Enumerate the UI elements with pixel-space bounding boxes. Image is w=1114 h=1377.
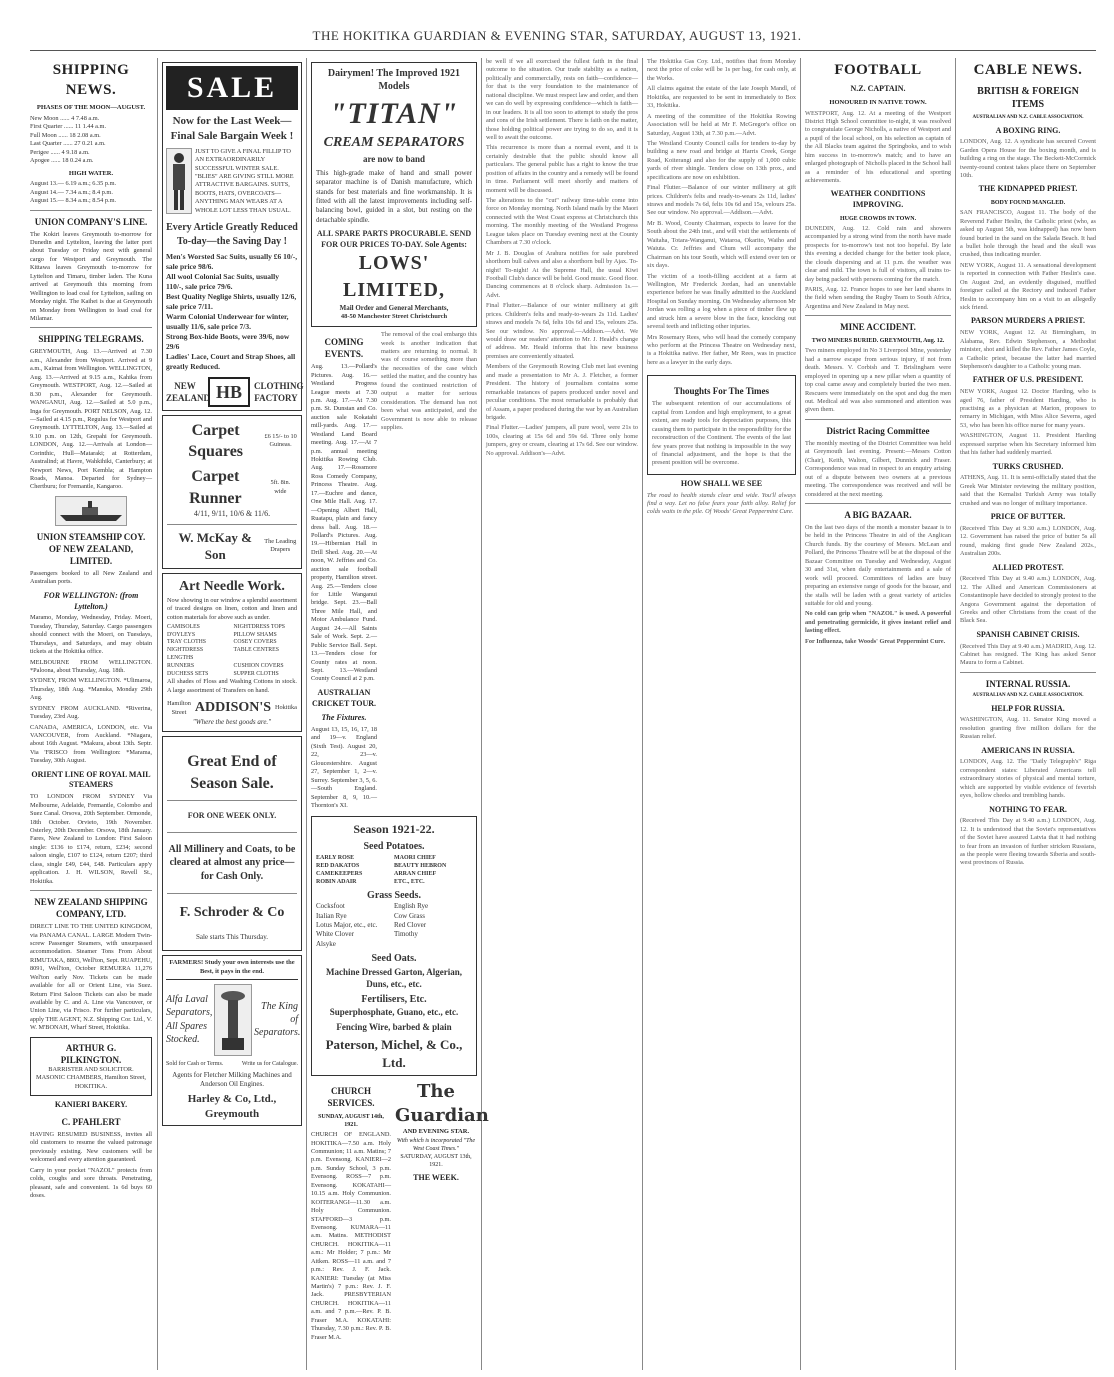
- weather-sub: HUGE CROWDS IN TOWN.: [839, 215, 917, 222]
- news-text-d: Mr J. B. Douglas of Arahura notifies for sale purebred shorthorn bull calves and also a shorthorn bull by Ajax. To-night! To-night! At the Supreme Hall, the usual Kiwi Football Club's dance will be held. Good music. Good floor. Dancing commences at 8 o'clock sharp. Admission 1s.—Advt.: [486, 249, 638, 299]
- pfahlert-text: HAVING RESUMED BUSINESS, invites all old customers to resume the valued patronage previously existing. New customers will be welcomed and every attention guaranteed.: [30, 1130, 152, 1164]
- cricket-title: AUSTRALIAN CRICKET TOUR.: [311, 687, 377, 708]
- carpet-runner: Carpet Runner: [189, 468, 242, 507]
- potato-item: ROBIN ADAIR: [316, 878, 357, 885]
- needlework-footer: All shades of Floss and Washing Cottons in stock. A large assortment of Transfers on hand.: [167, 678, 297, 694]
- nothing-title: NOTHING TO FEAR.: [989, 804, 1067, 814]
- addison-left: Hamilton Street: [167, 700, 191, 716]
- lows-name: LOWS' LIMITED,: [343, 252, 445, 302]
- orient-title: ORIENT LINE OF ROYAL MAIL STEAMERS: [31, 769, 151, 790]
- divider: [30, 210, 152, 211]
- potato-item: BEAUTY HEBRON: [394, 862, 447, 869]
- boxing-title: A BOXING RING.: [995, 125, 1061, 135]
- cable-sub: BRITISH & FOREIGN ITEMS: [977, 86, 1079, 111]
- weather-text: DUNEDIN, Aug. 12. Cold rain and showers accompanied by a strong wind from the north have made prospects for to-morrow's test not too hopeful. By late this evening a decided change for the better took place, the clouds dispersing and at 11 p.m. the weather was clear and mild. The town is full of visitors, all trains to-day being packed with persons coming for the match.: [805, 224, 951, 283]
- carpet-squares-price: £6 15/- to 10 Guineas.: [264, 432, 297, 449]
- super-text: Superphosphate, Guano, etc., etc.: [329, 1007, 459, 1018]
- thoughts-box: [647, 375, 796, 475]
- moon-phase-item: Full Moon ...... 18 2.08 a.m.: [30, 131, 101, 139]
- fencing-text: Fencing Wire, barbed & plain: [336, 1022, 452, 1033]
- cricket-sub: The Fixtures.: [321, 713, 367, 723]
- needlework-item: DUCHESS SETS: [167, 670, 209, 677]
- masthead-rule: [30, 50, 1096, 51]
- grass-item: White Clover: [316, 930, 354, 939]
- gas-notice: The Hokitika Gas Coy. Ltd., notifies that from Monday next the price of coke will be 1s per bag, for cash only, at the Works.: [647, 58, 796, 82]
- addison-name: ADDISON'S: [194, 700, 272, 716]
- high-water-list: [30, 180, 152, 205]
- fertilisers: Fertilisers, Etc.: [361, 993, 427, 1005]
- pilkington-text: BARRISTER AND SOLICITOR. MASONIC CHAMBERS, Hamilton Street, HOKITIKA.: [35, 1065, 147, 1090]
- church-title: CHURCH SERVICES.: [327, 1086, 375, 1109]
- gentleman-icon: [167, 151, 191, 211]
- moon-phase-item: Last Quarter ...... 27 0.21 a.m.: [30, 140, 106, 148]
- guardian-date: SATURDAY, AUGUST 13th, 1921.: [400, 1154, 472, 1169]
- mckay-name: W. McKay & Son: [178, 530, 252, 563]
- divider: [805, 315, 951, 316]
- telegrams-title: SHIPPING TELEGRAMS.: [38, 334, 144, 345]
- column-rule: [800, 58, 801, 1370]
- harrison-text: The road to health stands clear and wide. You'll always find a way. Let no false fears your faith alloy. Relief for colds waits in the pile. Of Woods' Great Peppermint Cure.: [647, 491, 796, 516]
- grass-item: Cocksfoot: [316, 902, 345, 911]
- nzs-text: DIRECT LINE TO THE UNITED KINGDOM, via PANAMA CANAL. LARGE Modern Twin-screw Passenger Steamers, with unsurpassed accommodation. Steamer Tons From About RIMUTAKA, 8803, Well'ton, Sept. RUAPEHU, 8091, Well'ton, October REMUERA 11,276 Wel'ton early Nov. Tickets can be made available for all or Orient Line, via Suez. Return First Saloon Tickets can also be made available by C. and A. Line via Vancouver, or Union Line, via Frisco. For further particulars, apply THE AGENT, N.Z. Shipping Cor. Ltd., V. W. M'BONAH, Wharf Street, Hokitika.: [30, 923, 152, 1032]
- priest-text: SAN FRANCISCO, August 11. The body of the Reverend Father Heslin, the Catholic priest (who, as asked up August 5th, was kidnapped) has now been found buried in the sand on the Salada Beach. It had a bullet hole through the head and the skull was crushed, thus indicating murder.: [960, 209, 1096, 259]
- column-shipping: [30, 58, 152, 1370]
- potato-list: [316, 854, 472, 886]
- father-title: FATHER OF U.S. PRESIDENT.: [972, 375, 1084, 385]
- pilkington-title: ARTHUR G. PILKINGTON.: [60, 1042, 122, 1065]
- grass-list: [316, 902, 472, 949]
- priest-sub: BODY FOUND MANGLED.: [990, 200, 1066, 207]
- accident-notice: The victim of a tooth-filling accident at a farm at Wellington, Mr Frederick Jordan, had an unenviable experience before he was finally admitted to the Auckland Hospital on Sunday morning. On Wednesday afternoon Mr Jordan was rolling a log when a piece of timber flew up and struck him a severe blow in the face, knocking out several teeth and inflicting other injuries.: [647, 272, 796, 331]
- allied-title: ALLIED PROTEST.: [992, 562, 1064, 572]
- needlework-items: [167, 624, 297, 678]
- king-text: The King of Separators.: [254, 1000, 301, 1039]
- titan-band: are now to band: [362, 153, 426, 164]
- church-text: CHURCH OF ENGLAND. HOKITIKA—7.50 a.m. Holy Communion; 11 a.m. Matins; 7 p.m. Evensong. KANIERI—2 p.m. Sunday School, 3 p.m. Evensong. ROSS—7 p.m. Evensong. KOKATAHI—10.15 a.m. Holy Communion. KOITERANGI—11.30 a.m. Holy Communion. STAFFORD—3 p.m. Evensong. KUMARA—11 a.m. Matins. METHODIST CHURCH. HOKITIKA—11 a.m.: Mr Holder; 7 p.m.: Mr Aitken. ROSS—11 a.m. and 7 p.m.: Rev. J. F. Jack. KANIERI: Tuesday (at Miss Martin's) 7 p.m.: Rev. J. F. Jack. PRESBYTERIAN CHURCH. HOKITIKA—11 a.m. and 7 p.m.—Rev. P. B. Fraser M.A. KOKATAHI: Thursday, 7.30 p.m.: Rev. P. B. Fraser M.A.: [311, 1131, 391, 1341]
- hb-logo: HB: [208, 377, 250, 407]
- pilkington-ad: [30, 1037, 152, 1096]
- thoughts-text: The subsequent retention of our accumulations of capital from London and high employment, to a great extent, are ready tools for depreciation purposes, this causing them to participate in the responsibility for the reconstruction of the Continent. The events of the last few years prove that nothing is impossible in the way of financial adjustment, and the hope is that the present position will be overcome.: [652, 400, 791, 467]
- week-title: THE WEEK.: [413, 1173, 459, 1183]
- sold-for: Sold for Cash or Terms.: [166, 1060, 224, 1067]
- needlework-item: SUPPER CLOTHS: [233, 670, 279, 677]
- sydney-auckland-text: SYDNEY FROM AUCKLAND. *Riverina, Tuesday, 23rd Aug.: [30, 704, 152, 721]
- mine-title: MINE ACCIDENT.: [840, 322, 916, 333]
- nazol-notice: No cold can grip when "NAZOL" is used. A powerful and penetrating germicide, it gives instant relief and lasting effect.: [805, 610, 951, 635]
- nazol-footer: For Influenza, take Woods' Great Peppermint Cure.: [805, 637, 946, 645]
- church-date: SUNDAY, AUGUST 14th, 1921.: [318, 1114, 384, 1129]
- steamship-drawing: [55, 496, 127, 526]
- carpet-runner-size: 5ft. 8in. wide: [270, 479, 291, 495]
- needlework-item: RUNNERS: [167, 662, 195, 669]
- needlework-item: COSEY COVERS: [233, 639, 277, 646]
- nazol-text: Carry in your pocket "NAZOL" protects from colds, coughs and sore throats. Penetrating, pleasant, safe and convenient. 1s 6d buys 60 doses.: [30, 1166, 152, 1200]
- moon-phase-item: Apogee ...... 18 0.24 a.m.: [30, 157, 94, 165]
- schroder-ad: [162, 736, 302, 951]
- union-title: UNION COMPANY'S LINE.: [34, 216, 148, 227]
- coming-events-title: COMING EVENTS.: [324, 337, 364, 360]
- nzs-title: NEW ZEALAND SHIPPING COMPANY, LTD.: [34, 897, 148, 920]
- uss-text: Passengers booked to all New Zealand and Australian ports.: [30, 570, 152, 586]
- sale-headline: Every Article Greatly Reduced To-day—the Saving Day !: [166, 222, 298, 247]
- divider: [805, 419, 951, 420]
- guardian-sub: AND EVENING STAR.: [402, 1128, 470, 1136]
- wellington-text: Maramo, Monday, Wednesday, Friday. Moeri, Tuesday, Thursday, Saturday. Cargo passengers should connect with the Moeri, on Tuesdays, Thursdays, and Saturdays, and may obtain tickets at the Hokitika office.: [30, 614, 152, 656]
- moon-phase-item: First Quarter ...... 11 1.44 a.m.: [30, 123, 107, 131]
- divider: [167, 800, 297, 801]
- column-titan: [311, 58, 489, 1370]
- potato-item: MAORI CHIEF: [394, 854, 436, 861]
- turks-title: TURKS CRUSHED.: [992, 461, 1064, 471]
- sale-item: Best Quality Neglige Shirts, usually 12/6, sale price 7/11.: [166, 292, 297, 312]
- grass-item: Lotus Major, etc., etc.: [316, 921, 378, 930]
- divider: [167, 893, 297, 894]
- parson-text: NEW YORK, August 12. At Birmingham, in Alabama, Rev. Edwin Stephenson, a Methodist minister, shot and killed the Rev. Father James Coyle, a Catholic priest, because the latter had married Stephenson's daughter to a Catholic young man.: [960, 329, 1096, 370]
- one-week: FOR ONE WEEK ONLY.: [187, 811, 277, 821]
- paterson-name: Paterson, Michel, & Co., Ltd.: [325, 1037, 463, 1070]
- spanish-text: (Received This Day at 9.40 a.m.) MADRID, Aug. 12. Cabinet has resigned. The King has asked Senor Maura to form a Cabinet.: [960, 642, 1096, 667]
- carpet-runner-price: 4/11, 9/11, 10/6 & 11/6.: [193, 509, 271, 519]
- needlework-item: CAMISOLES: [167, 623, 200, 630]
- guardian-title: The Guardian: [395, 1081, 489, 1127]
- paris-text: PARIS, Aug. 12. France hopes to see her land shares in the field when sending the Rugby Team to South Africa, Argentina and New Zealand in May next.: [805, 285, 951, 310]
- rees-notice: Mrs Rosemary Rees, who will head the comedy company who perform at the Princess Theatre on Wednesday next, is a Hokitika native. Her father, Mr Rees, was in practice here as a lawyer in the early days.: [647, 333, 796, 366]
- russia-title: INTERNAL RUSSIA.: [985, 678, 1071, 689]
- sale-item: Strong Box-hide Boots, were 39/6, now 29/6: [166, 332, 290, 352]
- priest-title: THE KIDNAPPED PRIEST.: [978, 184, 1078, 194]
- schroder-sub: Sale starts This Thursday.: [195, 932, 268, 941]
- sale-subtitle: Now for the Last Week—Final Sale Bargain Week !: [170, 115, 294, 142]
- moon-list: [30, 115, 152, 166]
- cable-assoc: AUSTRALIAN AND N.Z. CABLE ASSOCIATION.: [972, 114, 1084, 120]
- news-text-e: Final Flutter.—Balance of our winter millinery at gift prices. Children's felts and ready-to-wears 2s 11d. Ladies' straws and models 7s 6d, felts 10s 6d and 15s, velours 25s. See our window. No approval.—Addison.—Advt. We would draw our readers' attention to Mr. J. Heald's change of address. Mr. Heald informs that his new business premises are conveniently situated.: [486, 302, 638, 360]
- sale-item: Men's Worsted Sac Suits, usually £6 10/-, sale price 98/6.: [166, 251, 298, 271]
- help-text: WASHINGTON, Aug. 11. Senator King moved a resolution granting five million dollars for the Russian relief.: [960, 716, 1096, 741]
- shipping-title: SHIPPING NEWS.: [52, 62, 130, 99]
- potato-item: CAMEKEEPERS: [316, 870, 363, 877]
- masthead: THE HOKITIKA GUARDIAN & EVENING STAR, SATURDAY, AUGUST 13, 1921.: [312, 28, 802, 43]
- grass-item: Alsyke: [316, 939, 336, 948]
- steamship-icon: [58, 499, 124, 523]
- needlework-item: TRAY CLOTHS: [167, 639, 207, 646]
- sydney-wellington-text: SYDNEY, FROM WELLINGTON. *Ulimaroa, Thursday, 18th Aug. *Manuka, Monday 29th Aug.: [30, 677, 152, 702]
- paterson-ad: [311, 816, 477, 1076]
- potato-item: ETC., ETC.: [394, 878, 425, 885]
- hb-left: NEW ZEALAND: [166, 380, 211, 403]
- telegrams-text: GREYMOUTH, Aug. 13.—Arrived at 7.30 a.m., Alexander from Westport. Arrived at 9 a.m., Kaimai from Wellington. WELLINGTON, Aug. 13.—Arrived at 9.15 a.m., Kahika from Greymouth. WESTPORT, Aug. 12.—Sailed at 8.30 p.m., Alexander for Greymouth. WANGANUI, Aug. 12.—Sailed at 5.0 p.m., Inga for Greymouth. PORT NELSON, Aug. 12.—Sailed at 4.15 p.m., Regulus for Westport and Greymouth. LYTTELTON, Aug. 13.—Sailed at 9.10 p.m. on 12th, Grepahi for Greymouth. LONDON, Aug. 12.—Arrivals at London—Corinthic, Hull—Mataraki; at Rotterdam, Australind; at Havre, Wahkihiki, Canterbury; at Newport News, Port Kembla; at Hampton Roads, Manoa. Departed for Sydney—Chertburu; for Fremantle, Kangaroo.: [30, 348, 152, 491]
- write-for: Write us for Catalogue.: [241, 1060, 298, 1067]
- hb-right: CLOTHING FACTORY: [253, 380, 304, 403]
- needlework-item: PILLOW SHAMS: [233, 631, 277, 638]
- sale-banner: SALE: [166, 66, 298, 110]
- washington-text: WASHINGTON, August 11. President Harding expressed surprise when his Secretary informed him that his father had suddenly married.: [960, 432, 1096, 457]
- rowing-notice: A meeting of the committee of the Hokitika Rowing Association will be held at Mr F. McGregor's office on Saturday, August 13th, at 7.30 p.m.—Advt.: [647, 112, 796, 137]
- cricket-text: August 13, 15, 16, 17, 18 and 19—v. England (Sixth Test). August 20, 22, 23—v. Gloucestershire. August 27, September 1, 2—v. Surrey. September 3, 5, 6.—South England. September 8, 9, 10.—Thornton's XI.: [311, 726, 377, 809]
- turks-text: ATHENS, Aug. 11. It is semi-officially stated that the Greek War Minister reviewing the military position, said that the Kemalist Turkish Army was totally crushed and was no longer of military importance.: [960, 474, 1096, 507]
- news-text-f: Members of the Greymouth Rowing Club met last evening and made a presentation to Mr A. J. Fletcher, a former President. The history of journalism contains some remarkable instances of papers produced under novel and peculiar conditions. The most remarkable is probably that of Assam, a paper produced during the war by an Australian brigade.: [486, 363, 638, 421]
- divider: [960, 672, 1096, 673]
- spanish-title: SPANISH CABINET CRISIS.: [976, 629, 1080, 639]
- sale-item: All wool Colonial Sac Suits, usually 110/-, sale price 79/6.: [166, 272, 279, 292]
- potato-item: RED DAKATOS: [316, 862, 360, 869]
- mckay-sub: The Leading Drapers: [264, 538, 297, 554]
- americans-text: LONDON, Aug. 12. The "Daily Telegraph's" Riga correspondent states: Liberated Americans tell extraordinary stories of physical and mental torture, which are supported by visible evidence of feverish eyes, hollow cheeks and trembling hands.: [960, 758, 1096, 800]
- potato-item: EARLY ROSE: [316, 854, 355, 861]
- council-notice: The Westland County Council calls for tenders to-day by building a new road and bridge at Harris Creek, Gorge Road, Koiterangi and also for the supply of 1,000 cubic yards of river shingle. Tenders close on 13th prox., and specifications are now on exhibition.: [647, 139, 796, 181]
- news-text-a: be well if we all exercised the fullest faith in the final outcome to the situation. Our trade stability as a nation, politically and commercially, rests on faith—confidence—for that is the very foundation to the maintenance of national discipline. We must respect law and order, and then we can do well by expressing confidence—which is faith—in our leaders. It is all too soon to attempt to study the pros and cons of the Irish settlement. There is faith on the matter, those holding political power are trying to do so, and it is well to await the outcome.: [486, 58, 638, 141]
- pfahlert-title: C. PFAHLERT: [61, 1116, 121, 1127]
- chairman-notice: Mr B. Wood, County Chairman, expects to leave for the South about the 24th inst., and will visit the settlements of Waitaha, Totara-Wanganui, Wataroa, Okarito, Waiho and Waiuta. Cr. Jeffries and Chum will accompany the Chairman on his tour South, which will extend over ten or six days.: [647, 219, 796, 270]
- racing-text: The monthly meeting of the District Committee was held at Greymouth last evening. Present:—Messrs Cotton (Chair), Keith, Walton, Gilbert, Dunnick and Fraser. Correspondence was read in respect to an enquiry arising out of a dispute between two owners at a previous meeting. The correspondence was received and will be considered at the next meeting.: [805, 439, 951, 498]
- russia-assoc: AUSTRALIAN AND N.Z. CABLE ASSOCIATION.: [972, 692, 1084, 698]
- high-water-title: HIGH WATER.: [68, 169, 114, 177]
- high-water-item: August 15.— 8.34 a.m.; 8.54 p.m.: [30, 197, 117, 205]
- harrison-title: HOW SHALL WE SEE: [680, 478, 763, 488]
- high-water-item: August 13.— 6.19 a.m.; 6.35 p.m.: [30, 180, 117, 188]
- column-rule: [157, 58, 158, 1370]
- sale-item: Ladies' Lace, Court and Strap Shoes, all greatly Reduced.: [166, 352, 296, 372]
- football-text: WESTPORT, Aug. 12. At a meeting of the Westport District High School committee to-night, it was resolved to congratulate George Nicholls, a native of Westport and a pupil of the local school, on his selection as captain of the All Blacks team against the Springboks, and to wish him success in to-morrow's match; and to have an enlarged photograph of Nicholls placed in the School hall as a reminder of his educational and sporting achievements.: [805, 109, 951, 185]
- seed-oats: Seed Oats.: [371, 953, 417, 965]
- alfa-text: Alfa Laval Separators, All Spares Stocked.: [166, 993, 213, 1045]
- union-text: The Kokiri leaves Greymouth to-morrow for Dunedin and Lyttelton, leaving the latter port about Tuesday or Friday next with general cargo for Westport and Greymouth. The Kittawa leaves Greymouth to-morrow for Lyttelton and Timaru, timber laden. The Kuna arrived at Greymouth this morning from Wellington to load coal for Lyttelton, sailing on Monday night. The Kaihei is due at Greymouth on Monday from Wellington to load coal for Milamar.: [30, 230, 152, 322]
- needlework-item: D'OYLEYS: [167, 631, 196, 638]
- needlework-item: CUSHION COVERS: [233, 662, 284, 669]
- cable-title: CABLE NEWS.: [973, 62, 1083, 78]
- millinery-notice: Final Flutter.—Balance of our winter millinery at gift prices. Children's felts and ready-to-wears 2s 11d, ladies' straws and models 7s 6d, felts 10s 6d and 15s, velours 25s. See our window. No approval.—Addison.—Advt.: [647, 184, 796, 217]
- sale-ad: [162, 62, 302, 411]
- titan-ad: [311, 62, 477, 327]
- weather-title: WEATHER CONDITIONS IMPROVING.: [830, 189, 926, 210]
- father-text: NEW YORK, August 12. Doctor Harding, who is aged 76, father of President Harding, who is practising as a physician at Marion, proposes to remarry in Michigan, with Miss Alice Severns, aged 53, who has been his office nurse for many years.: [960, 388, 1096, 429]
- column-rule: [642, 58, 643, 1370]
- addison-quote: "Where the best goods are.": [192, 717, 272, 726]
- grass-item: Red Clover: [394, 921, 427, 930]
- alfa-laval-ad: [162, 955, 302, 1126]
- sale-text: JUST TO GIVE A FINAL FILLIP TO AN EXTRAORDINARILY SUCCESSFUL WINTER SALE. "BLIES" ARE GIVING STILL MORE ATTRACTIVE BARGAINS. SUITS, BOOTS, HATS, OVERCOATS—ANYTHING MAN WEARS AT A WHOLE LOT LESS THAN USUAL.: [195, 147, 294, 214]
- week-continued-text: The removal of the coal embargo this week is another indication that matters are returning to normal. It was of course something more than the necessities of the case which settled the matter, and the country has found the continued restriction of output a matter for serious consideration. The demand has not been what was anticipated, and the Government is now able to release supplies.: [381, 331, 477, 431]
- column-news-1: [486, 58, 638, 1370]
- divider: [30, 327, 152, 328]
- football-title: FOOTBALL: [834, 62, 922, 78]
- butter-text: (Received This Day at 9.30 a.m.) LONDON, Aug. 12. Government has raised the price of butter 5s all round, making first grade New Zealand 202s., Australian 200s.: [960, 524, 1096, 558]
- needlework-item: TABLE CENTRES: [233, 647, 279, 654]
- honoured: HONOURED IN NATIVE TOWN.: [829, 98, 927, 106]
- column-rule: [306, 58, 307, 1370]
- lows-address: 48-50 Manchester Street Christchurch: [340, 313, 448, 321]
- column-rule: [955, 58, 956, 1370]
- seed-potatoes: Seed Potatoes.: [363, 841, 425, 853]
- gentleman-figure-drawing: [166, 148, 192, 214]
- needlework-ad: [162, 573, 302, 732]
- nothing-text: (Received This Day at 9.40 a.m.) LONDON, Aug. 12. It is understood that the Soviet's representatives of the Soviet have assured Latvia that it had nothing to fear from an invasion of further stricken Russians, as the people were fleeing towards Siberia and south-west provinces of Russia.: [960, 817, 1096, 867]
- column-ads-left: [162, 58, 302, 1370]
- moon-phase-item: Perigee ...... 4 9.18 a.m.: [30, 148, 90, 156]
- estate-notice: All claims against the estate of the late Joseph Mandl, of Hokitika, are requested to be sent in immediately to Box 33, Hokitika.: [647, 85, 796, 110]
- column-cable: [960, 58, 1096, 1370]
- melbourne-text: MELBOURNE FROM WELLINGTON. *Paloona, about Thursday, Aug. 18th.: [30, 658, 152, 674]
- needlework-item: NIGHTDRESS TOPS: [233, 623, 285, 630]
- oats-text: Machine Dressed Garton, Algerian, Duns, etc., etc.: [325, 966, 463, 989]
- needlework-text: Now showing in our window a splendid assortment of traced designs on linen, cotton and linen and cotton materials for above such as under.: [167, 596, 297, 621]
- separator-drawing: [214, 984, 252, 1056]
- bazaar-title: A BIG BAZAAR.: [844, 509, 912, 520]
- agents-text: Agents for Fletcher Milking Machines and Anderson Oil Engines.: [172, 1070, 292, 1089]
- cream-title: CREAM SEPARATORS: [323, 134, 465, 150]
- sale-item: Warm Colonial Underwear for winter, usually 11/6, sale price 7/3.: [166, 312, 289, 332]
- needlework-item: NIGHTDRESS LENGTHS: [167, 647, 204, 662]
- news-text-c: The alterations to the "cut" railway time-table come into force on Monday morning. North Island mails by the Maori connected with the West Coast express at Christchurch this morning. The monthly meeting of the Westland Progress League takes place on Tuesday evening next at the County Chambers at 7.30 o'clock.: [486, 197, 638, 247]
- sale-items: [166, 252, 298, 373]
- parson-title: PARSON MURDERS A PRIEST.: [971, 316, 1085, 326]
- boxing-text: LONDON, Aug. 12. A syndicate has secured Covent Garden Opera House for the boxing month, and is building a ring on the stage. The Beckett-McCormick twenty-round contest takes place there on September 10th.: [960, 138, 1096, 180]
- schroder-name: F. Schroder & Co: [179, 905, 285, 921]
- moon-phase-item: New Moon ...... 4 7.48 a.m.: [30, 114, 100, 122]
- coming-events-text: Aug. 13.—Pollard's Pictures. Aug. 16.—Westland Progress League meets at 7.30 p.m. Aug. 17.—At 7.30 p.m. St. Dunstan and Co. auction sale Kokatahi mill-yards. Aug. 17.—Westland Land Board meeting. Aug. 17.—At 7 p.m. annual meeting Hokitika Rowing Club. Aug. 17.—Rossmore Ross Comedy Company, Princess Theatre. Aug. 17.—Euchre and dance, One Mile Hall. Aug. 17.—Opening Albert Hall, Ruatapu, plain and fancy dress ball. Aug. 18.—Pollard's Pictures. Aug. 19.—Hibernian Hall in Drill Shed. Aug. 20.—At noon, W. Jeffries and Co. auction sale football property, Hamilton street. Aug. 25.—Tenders close for Little Wanganui bridge. Sept. 23.—Ball Three Mile Hall, and Motor Ambulance Fund. August 24.—All Saints Sale of Work. Sept. 2.—Public Service Ball. Sept. 13.—Tenders close for County rates at noon. Sept. 13.—Westland County Council at 2 p.m.: [311, 363, 377, 683]
- great-end-title: Great End of Season Sale.: [187, 753, 277, 792]
- mine-sub: TWO MINERS BURIED. GREYMOUTH, Aug. 12.: [811, 338, 945, 345]
- kanieri-bakery: KANIERI BAKERY.: [54, 1100, 128, 1110]
- separator-machine-icon: [218, 988, 248, 1052]
- nz-captain: N.Z. CAPTAIN.: [850, 84, 906, 94]
- mine-text: Two miners employed in No 3 Liverpool Mine, yesterday had a narrow escape from serious injury, if not from death. Messrs. V. Corbish and T. Brislingham were employed in opening up a new pillar when a quantity of top coal came away and completely buried the two men. Rescuers were immediately on the spot and dug the men out. Medical aid was also summoned and attention was given them.: [805, 347, 951, 414]
- help-title: HELP FOR RUSSIA.: [991, 703, 1065, 713]
- divider: [167, 524, 297, 525]
- season-title: Season 1921-22.: [353, 822, 435, 837]
- canada-text: CANADA, AMERICA, LONDON, etc. Via VANCOUVER, from Auckland. *Niagara, about 16th August. *Makura, about 13th. Septr. Via 'FRISCO from Wellington: *Marama, Tuesday, 30th August.: [30, 723, 152, 765]
- divider: [805, 503, 951, 504]
- grass-item: Timothy: [394, 930, 418, 939]
- allied-text: (Received This Day at 9.40 a.m.) LONDON, Aug. 12. The Allied and American Commissioners at Constantinople have decided to strongly protest to the Angora Government against the deportation of Greeks and other Christians from the coast of the Black Sea.: [960, 575, 1096, 625]
- titan-text: This high-grade make of hand and small power separator machine is of Danish manufacture, which stands for best materials and fine workmanship. It is fitted with all the latest improvements including self-balancing bowl, guided in a slot, but resting on the detachable spindle.: [316, 168, 472, 224]
- uss-title: UNION STEAMSHIP COY. OF NEW ZEALAND, LIMITED.: [36, 531, 146, 566]
- grass-item: English Rye: [394, 902, 429, 911]
- farmers-bar: FARMERS! Study your own interests use the Best, it pays in the end.: [166, 959, 298, 979]
- needlework-title: Art Needle Work.: [179, 578, 285, 594]
- racing-title: District Racing Committee: [826, 425, 930, 436]
- grass-item: Cow Grass: [394, 911, 425, 920]
- moon-title: PHASES OF THE MOON—AUGUST.: [36, 104, 146, 112]
- news-text-g: Final Flutter.—Ladies' jumpers, all pure wool, were 21s to 100s, clearing at 15s 6d and 59s 6d. Three only home jumpers, grey or cream, clearing at 17s 6d. See our window. No approval. Addison's—Advt.: [486, 424, 638, 457]
- column-news-2: [647, 58, 796, 1370]
- all-millinery: All Millinery and Coats, to be cleared at almost any price—for Cash Only.: [168, 843, 296, 882]
- americans-title: AMERICANS IN RUSSIA.: [981, 745, 1075, 755]
- column-rule: [481, 58, 482, 1370]
- grass-item: Italian Rye: [316, 911, 347, 920]
- high-water-item: August 14.— 7.34 a.m.; 8.4 p.m.: [30, 188, 113, 196]
- guardian-tagline: With which is incorporated "The West Coast Times.": [396, 1137, 476, 1152]
- carpet-ad: [162, 415, 302, 569]
- butter-title: PRICE OF BUTTER.: [990, 512, 1066, 522]
- dairymen-header: Dairymen! The Improved 1921 Models: [327, 68, 461, 93]
- for-wellington: FOR WELLINGTON: (from Lyttelton.): [43, 590, 139, 611]
- carpet-squares: Carpet Squares: [188, 421, 244, 461]
- divider: [167, 832, 297, 833]
- column-sport: [805, 58, 951, 1370]
- news-text-b: This recurrence is more than a normal event, and it is certainly desirable that the public should know all particulars. The general public has a right to know the true position of affairs in the country and a remedy will be found in time. Parliament will meet shortly and matters of moment will be discussed.: [486, 144, 638, 194]
- orient-text: TO LONDON FROM SYDNEY Via Melbourne, Adelaide, Fremantle, Colombo and Suez Canal. Orsova, 20th September. Ormonde, 18th October. Orvieto, 19th November. Osterley, 20th December. Orsova, 18th January. Fares, New Zealand to London: First Saloon single: £136 to £174, return, £234; second saloon single, £107 to £124, return £207; third class, single £49, £44, £48. Particulars app'y application. J. H. WILSON, Revell St., Hokitika.: [30, 793, 152, 885]
- spare-parts: ALL SPARE PARTS PROCURABLE. SEND FOR OUR PRICES TO-DAY. Sole Agents:: [316, 229, 472, 249]
- thoughts-title: Thoughts For The Times: [673, 386, 770, 397]
- titan-title: "TITAN": [329, 96, 459, 130]
- bazaar-text: On the last two days of the month a monster bazaar is to be held in the Princess Theatre in aid of the Anglican Church funds. By the courtesy of Messrs. McLean and Pollard, the Princess Theatre will be at the disposal of the Bazaar Committee on Tuesday and Wednesday, August 30 and 31st, when daily entertainments and a sale of work will proceed. Committees of ladies are busy preparing an extensive range of goods for the bazaar, and the stalls will be laden with a great variety of articles suitable for old and young.: [805, 524, 951, 607]
- lows-sub: Mail Order and General Merchants,: [339, 304, 449, 313]
- addison-right: Hokitika: [274, 704, 297, 712]
- harley-name: Harley & Co, Ltd., Greymouth: [187, 1093, 277, 1121]
- sensational-text: NEW YORK, August 11. A sensational development is reported in connection with Father Heslin's case. On August 2nd, an evidently disguised, muffled foreigner called at the Rectory and induced Father Heslin to accompany him on a visit to an allegedly sick friend.: [960, 261, 1096, 312]
- potato-item: ARRAN CHIEF: [394, 870, 437, 877]
- divider: [30, 890, 152, 891]
- grass-seeds: Grass Seeds.: [367, 889, 421, 901]
